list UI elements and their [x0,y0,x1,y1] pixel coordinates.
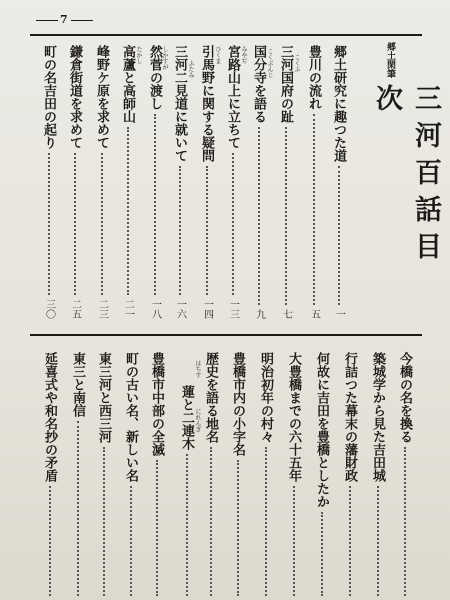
toc-entry-title: 東三河と西三河 [96,352,111,443]
toc-leader [293,486,295,596]
toc-entry[interactable] [148,45,161,319]
toc-entry[interactable] [252,45,265,319]
toc-entry-page: 九 [253,309,265,319]
toc-entry-page: 二一 [122,299,134,319]
toc-entry[interactable] [200,45,213,319]
toc-entry-title: 行詰つた幕末の藩財政 [342,352,357,482]
toc-entry-title: 豊橋市内の小字名 [230,352,245,456]
toc-leader [77,421,79,596]
toc-entry[interactable] [315,352,328,600]
toc-title: 三河百話目次 [371,84,441,269]
toc-entry[interactable] [95,45,108,319]
ruby-takashi: たかし [135,46,142,64]
toc-leader [321,512,323,596]
toc-entry-title: 引馬野に関する疑問 [199,45,214,162]
toc-entry[interactable] [343,352,356,600]
toc-entry-page: 二五 [69,299,81,319]
toc-leader [232,153,234,295]
toc-leader [74,153,76,295]
toc-leader [101,153,103,295]
toc-leader [103,447,105,596]
ruby-hikuma: ひくま [214,46,221,64]
toc-leader [186,454,188,596]
toc-entry[interactable] [226,45,239,319]
toc-entry-title: 然菅の渡し [147,45,162,110]
toc-entry-title: 鎌倉街道を求めて [67,45,82,149]
toc-leader [179,166,181,295]
toc-entry-title: 高蘆と高師山 [120,45,135,123]
toc-entry[interactable] [371,352,384,600]
toc-entry[interactable] [124,352,137,600]
toc-leader [349,486,351,596]
toc-leader [338,166,340,305]
ruby-kokufu: こくふ [293,54,300,72]
toc-entry-title: 明治初年の村々 [258,352,273,443]
toc-entry[interactable] [97,352,110,600]
toc-entry-title: 延喜式や和名抄の矛盾 [42,352,57,482]
toc-entry-page: 五 [308,309,320,319]
ruby-futami: ふたみ [187,60,194,78]
toc-entry[interactable] [173,45,186,319]
toc-leader [377,486,379,596]
author-label [384,42,395,78]
toc-entry[interactable] [259,352,272,600]
toc-entry[interactable] [279,45,292,319]
toc-leader [404,447,406,596]
toc-entry-page: 一八 [149,299,161,319]
toc-leader [258,127,260,305]
toc-entry-title: 宮路山上に立ちて [225,45,240,149]
toc-entry[interactable] [43,352,56,600]
toc-entry-title: 国分寺を語る [251,45,266,123]
toc-entry[interactable] [42,45,55,319]
toc-leader [313,114,315,305]
toc-entry-title: 豊橋市中部の全滅 [149,352,164,456]
toc-entry[interactable] [398,352,411,600]
toc-leader [49,486,51,596]
ruby-kokubunji: こくぶんじ [266,48,273,78]
toc-entry-title: 何故に吉田を豊橋としたか [314,352,329,508]
toc-entry-page: 一 [333,309,345,319]
toc-leader [206,166,208,295]
toc-entry[interactable] [307,45,320,319]
toc-entry-title: 豊川の流れ [306,45,321,110]
toc-leader [237,460,239,596]
toc-entry-title: 町の古い名、新しい名 [123,352,138,482]
ruby-nirengi: にれんぎ [194,408,201,432]
toc-entry-page: 三〇 [43,299,55,319]
toc-leader [130,486,132,596]
ruby-hachisu: はちす [194,360,201,378]
toc-entry[interactable] [231,352,244,600]
toc-entry[interactable] [287,352,300,600]
toc-entry-page: 二三 [96,299,108,319]
section-rule [30,334,422,336]
toc-entry-title: 大豊橋までの六十五年 [286,352,301,482]
author-label-line-2: 閑筆 [385,60,395,78]
toc-entry-title: 今橋の名を換る [397,352,412,443]
toc-entry-page: 一三 [227,299,239,319]
toc-entry-title: 町の名吉田の起り [41,45,56,149]
toc-entry[interactable] [150,352,163,600]
toc-entry[interactable] [71,352,84,600]
ruby-shikasuga: しかすが [161,46,168,70]
toc-entry-title: 東三と南信 [70,352,85,417]
toc-entry-title: 郷土研究に趣つた道 [331,45,346,162]
toc-entry-title: 三河二見道に就いて [172,45,187,162]
toc-leader [285,127,287,305]
toc-entry-title: 蓮と二連木 [179,385,194,450]
toc-leader [210,447,212,596]
toc-entry[interactable] [68,45,81,319]
toc-entry-page: 七 [280,309,292,319]
page-number: 7 [34,13,95,26]
toc-entry-title: 峰野ケ原を求めて [94,45,109,149]
toc-leader [265,447,267,596]
toc-entry[interactable] [121,45,134,319]
toc-entry[interactable] [204,352,217,600]
toc-entry-title: 三河国府の趾 [278,45,293,123]
toc-leader [156,460,158,596]
toc-entry[interactable] [332,45,345,319]
toc-entry-title: 築城学から見た吉田城 [370,352,385,482]
toc-entry-page: 一六 [174,299,186,319]
ruby-miyaji: みやぢ [240,46,247,64]
toc-leader [48,153,50,295]
author-label-line-1: 郷土 [385,42,395,60]
top-rule [30,34,422,36]
toc-entry[interactable] [180,385,193,600]
toc-entry-page: 一四 [201,299,213,319]
toc-leader [127,127,129,295]
toc-leader [154,114,156,295]
toc-entry-title: 歴史を語る地名 [203,352,218,443]
